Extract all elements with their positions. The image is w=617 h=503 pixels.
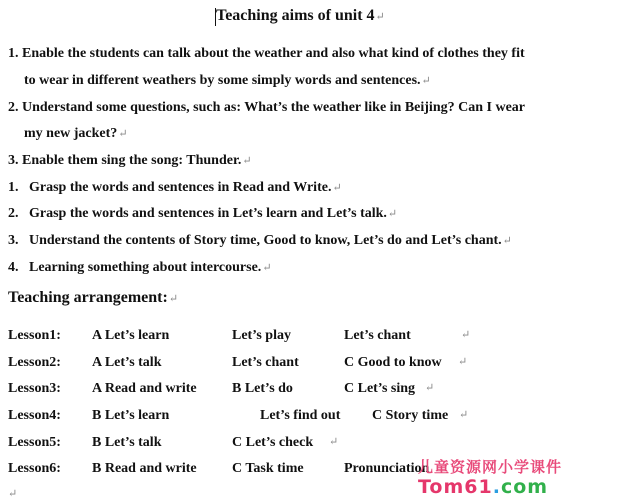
paragraph-mark: ↵ <box>502 235 512 247</box>
lesson-label: Lesson4: <box>8 408 61 423</box>
paragraph-mark: ↵ <box>461 329 471 341</box>
aim-line <box>24 126 128 142</box>
paragraph-mark: ↵ <box>459 409 469 421</box>
lesson-part-a: A Let’s learn <box>92 328 170 343</box>
aim-line <box>8 180 342 196</box>
aim-text: 3. Understand the contents of Story time, Good to know, Let’s do and Let’s chant. <box>8 233 502 248</box>
paragraph-mark: ↵ <box>242 155 252 167</box>
lesson-part-a: B Let’s learn <box>92 408 170 423</box>
lesson-part-c: Pronunciation <box>344 461 430 476</box>
arrangement-heading-text: Teaching arrangement: <box>8 289 168 306</box>
lesson-part-c: Let’s chant <box>344 328 411 343</box>
paragraph-mark: ↵ <box>118 128 128 140</box>
paragraph-mark: ↵ <box>329 436 339 448</box>
aim-line <box>8 206 397 222</box>
watermark-latin-part: . <box>492 476 501 498</box>
aim-line <box>24 73 431 89</box>
aim-line <box>8 153 252 169</box>
aim-line <box>8 233 512 249</box>
lesson-part-a: B Read and write <box>92 461 197 476</box>
lesson-part-b: Let’s play <box>232 328 291 343</box>
aim-line <box>8 260 272 276</box>
aim-text: 2. Understand some questions, such as: What’s the weather like in Beijing? Can I wear <box>8 100 525 115</box>
paragraph-mark: ↵ <box>8 488 18 500</box>
lesson-part-b: B Let’s do <box>232 381 293 396</box>
aim-text: 2. Grasp the words and sentences in Let’s learn and Let’s talk. <box>8 206 387 221</box>
title-text: Teaching aims of unit 4 <box>216 7 375 24</box>
watermark-latin <box>418 476 548 498</box>
aim-text: 4. Learning something about intercourse. <box>8 260 262 275</box>
lesson-label: Lesson3: <box>8 381 61 396</box>
lesson-part-a: B Let’s talk <box>92 435 162 450</box>
lesson-label: Lesson1: <box>8 328 61 343</box>
paragraph-mark: ↵ <box>421 75 431 87</box>
lesson-row <box>8 328 608 348</box>
lesson-row <box>8 355 608 375</box>
lesson-part-a: A Let’s talk <box>92 355 162 370</box>
watermark-latin-part: com <box>500 476 549 498</box>
watermark-latin-part: To <box>418 476 444 498</box>
watermark-chinese: 儿童资源网小学课件 <box>418 458 563 476</box>
watermark-latin-part: m61 <box>443 476 493 498</box>
lesson-part-b: Let’s chant <box>232 355 299 370</box>
lesson-part-c: C Let’s sing <box>344 381 416 396</box>
lesson-part-b: C Task time <box>232 461 304 476</box>
lesson-row <box>8 408 608 428</box>
aim-text: 1. Grasp the words and sentences in Read and Write. <box>8 180 332 195</box>
paragraph-mark: ↵ <box>375 11 385 23</box>
lesson-row <box>8 381 608 401</box>
lesson-part-a: A Read and write <box>92 381 197 396</box>
arrangement-heading <box>8 289 178 307</box>
lesson-label: Lesson6: <box>8 461 61 476</box>
document-title <box>216 7 385 25</box>
lesson-part-c: C Story time <box>372 408 449 423</box>
paragraph-mark: ↵ <box>168 293 179 305</box>
aim-text: 3. Enable them sing the song: Thunder. <box>8 153 242 168</box>
aim-text: 1. Enable the students can talk about the weather and also what kind of clothes they fit <box>8 46 525 61</box>
paragraph-mark: ↵ <box>332 182 342 194</box>
lesson-label: Lesson5: <box>8 435 61 450</box>
paragraph-mark: ↵ <box>425 382 435 394</box>
site-watermark <box>418 456 614 502</box>
aim-text: my new jacket? <box>24 126 118 141</box>
paragraph-mark: ↵ <box>387 208 398 220</box>
aim-text: to wear in different weathers by some simply words and sentences. <box>24 73 421 88</box>
aim-line <box>8 46 525 62</box>
lesson-label: Lesson2: <box>8 355 61 370</box>
paragraph-mark: ↵ <box>262 262 272 274</box>
lesson-part-c: C Good to know <box>344 355 442 370</box>
paragraph-mark: ↵ <box>458 356 468 368</box>
lesson-row <box>8 435 608 455</box>
aim-line <box>8 100 525 116</box>
lesson-part-b: Let’s find out <box>260 408 341 423</box>
lesson-part-b: C Let’s check <box>232 435 314 450</box>
